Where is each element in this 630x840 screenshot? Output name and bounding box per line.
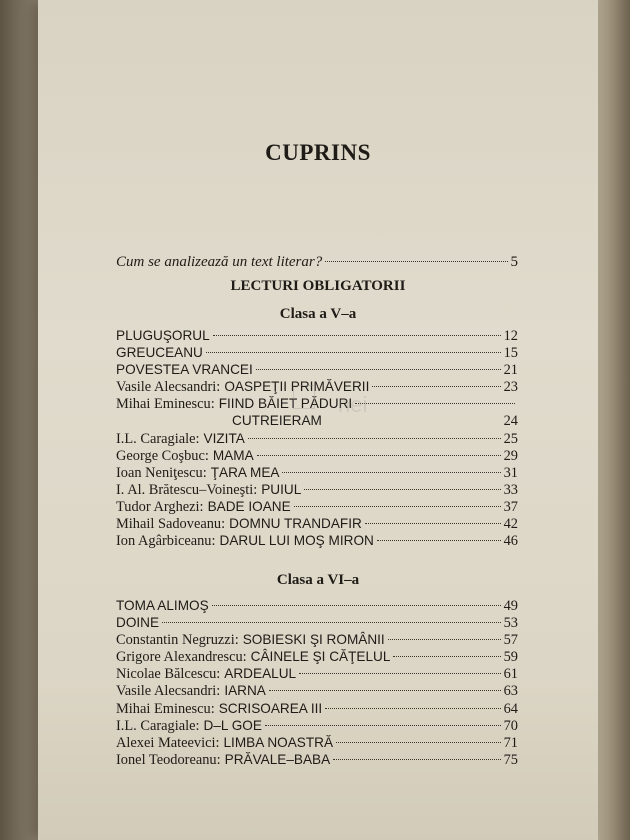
toc-entry [116,447,518,464]
entry-author: I.L. Caragiale: [116,430,200,447]
entry-work: DOMNU TRANDAFIR [229,516,362,532]
intro-text: Cum se analizează un text literar? [116,254,323,270]
leader-dots [325,708,500,709]
entry-page-number: 21 [503,362,518,379]
entry-author: Ioan Neniţescu: [116,464,207,481]
entry-page-number: 71 [503,734,518,751]
entry-author: Nicolae Bălcescu: [116,666,221,683]
toc-entry [116,361,518,378]
entry-work: OASPEŢII PRIMĂVERII [224,379,370,395]
entry-work: PUIUL [261,481,302,497]
leader-dots [393,656,500,657]
entry-page-number: 12 [503,328,518,344]
leader-dots [257,455,501,456]
watermark-logo [293,385,315,409]
intro-entry [116,254,518,271]
leader-dots [372,386,500,387]
class-heading-v: Clasa a V–a [279,306,357,322]
toc-entry [116,532,518,549]
toc-entry [116,614,518,631]
entry-author: Ion Agârbiceanu: [116,533,216,550]
leader-dots [325,420,501,421]
leader-dots [325,261,507,262]
watermark: nei [338,392,368,417]
leader-dots [365,523,501,524]
leader-dots [256,369,501,370]
entry-page-number: 46 [503,533,518,550]
toc-entry [116,665,518,682]
entry-page-number: 49 [503,598,518,614]
entry-page-number: 64 [503,700,518,717]
intro-page: 5 [510,254,518,270]
toc-entry [116,464,518,481]
entry-work: D–L GOE [203,717,262,733]
leader-dots [282,472,500,473]
leader-dots [299,673,501,674]
entry-page-number: 63 [503,683,518,700]
section-heading: LECTURI OBLIGATORII [230,278,406,294]
entry-work: MAMA [212,447,254,463]
leader-dots [336,742,501,743]
entry-author: Mihail Sadoveanu: [116,516,226,533]
leader-dots [304,489,500,490]
entry-work: PLUGUŞORUL [116,328,210,343]
entry-page-number: 15 [503,345,518,362]
toc-entry [116,734,518,751]
entry-work: DOINE [116,615,160,631]
entry-author: George Coşbuc: [116,447,209,464]
toc-entry [116,717,518,734]
entry-page-number: 31 [503,464,518,481]
entry-work: ARDEALUL [224,666,297,682]
toc-entry [116,481,518,498]
leader-dots [265,725,501,726]
entry-author: Vasile Alecsandri: [116,379,221,396]
class-heading-vi: Clasa a VI–a [276,572,360,588]
entry-author: Alexei Mateevici: [116,734,220,751]
leader-dots [213,335,501,336]
entry-author: Constantin Negruzzi: [116,632,239,649]
toc-entry [116,751,518,768]
entry-author: Mihai Eminescu: [116,396,215,413]
entry-work: POVESTEA VRANCEI [116,362,253,378]
entry-page-number: 61 [503,666,518,683]
entry-page-number: 24 [503,413,518,430]
entry-work: FIIND BĂIET PĂDURI [218,396,353,412]
entry-work: SOBIESKI ŞI ROMÂNII [242,632,385,648]
leader-dots [355,403,515,404]
entry-work: LIMBA NOASTRĂ [223,734,334,750]
entry-page-number: 29 [503,447,518,464]
entry-author: Ionel Teodoreanu: [116,751,221,768]
entry-page-number: 42 [503,516,518,533]
leader-dots [388,639,501,640]
toc-entry [116,631,518,648]
toc-entry [116,430,518,447]
toc-entry [116,682,518,699]
entry-author: I. Al. Brătescu–Voineşti: [116,481,258,498]
toc-entry [116,700,518,717]
entry-author: I.L. Caragiale: [116,717,200,734]
page-title: CUPRINS [265,140,371,165]
toc-entry [116,395,518,412]
toc-entry [116,327,518,344]
entry-author: Tudor Arghezi: [116,498,204,515]
entry-work: BADE IOANE [207,498,291,514]
toc-entry [116,648,518,665]
leader-dots [294,506,501,507]
entry-author: Vasile Alecsandri: [116,683,221,700]
toc-list-class-v [116,327,518,549]
entry-work: ŢARA MEA [210,464,280,480]
entry-page-number: 57 [503,632,518,649]
toc-entry [116,597,518,614]
entry-work: GREUCEANU [116,345,203,361]
entry-author: Mihai Eminescu: [116,700,215,717]
entry-page-number: 70 [503,717,518,734]
toc-entry [116,378,518,395]
toc-entry [116,344,518,361]
entry-work: SCRISOAREA III [218,700,323,716]
book-page [38,0,598,840]
entry-page-number: 25 [503,430,518,447]
entry-author: Grigore Alexandrescu: [116,649,247,666]
entry-work: VIZITA [203,430,245,446]
toc-entry [116,498,518,515]
entry-work: TOMA ALIMOŞ [116,598,209,613]
leader-dots [248,438,501,439]
leader-dots [269,690,501,691]
entry-work: DARUL LUI MOŞ MIRON [219,533,374,549]
entry-work: IARNA [224,683,266,699]
leader-dots [377,540,501,541]
leader-dots [333,759,500,760]
toc-entry [116,515,518,532]
entry-work: PRĂVALE–BABA [224,751,331,767]
leader-dots [206,352,501,353]
entry-work: CUTREIERAM [232,413,322,429]
entry-page-number: 53 [503,615,518,632]
entry-page-number: 37 [503,498,518,515]
entry-page-number: 59 [503,649,518,666]
entry-work: CÂINELE ŞI CĂŢELUL [250,649,391,665]
leader-dots [212,605,501,606]
leader-dots [162,622,501,623]
entry-page-number: 33 [503,481,518,498]
entry-page-number: 75 [503,751,518,768]
toc-entry [116,412,518,429]
toc-list-class-vi [116,597,518,768]
entry-page-number: 23 [503,379,518,396]
